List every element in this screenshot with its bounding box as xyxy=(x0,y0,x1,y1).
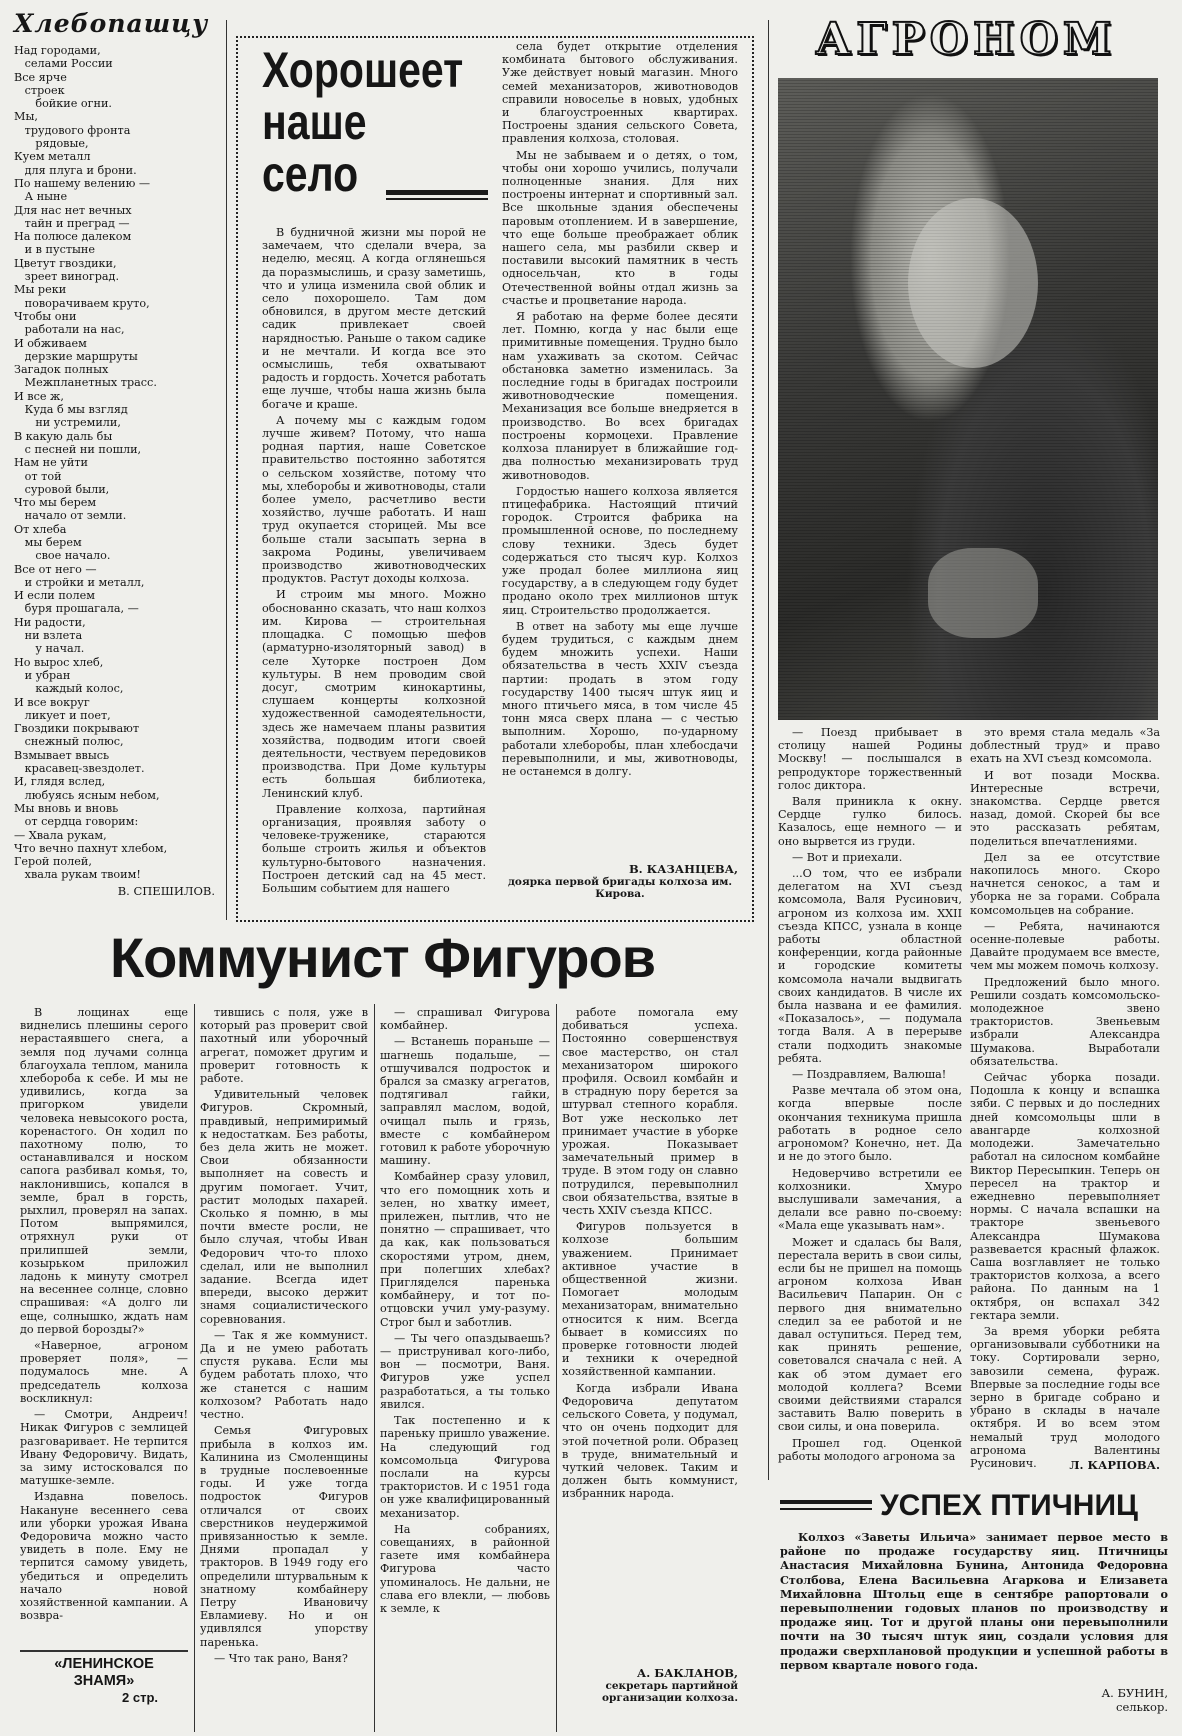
poultry-author: А. БУНИН, xyxy=(1101,1686,1168,1700)
paragraph: Правление колхоза, партийная организация, проявляя заботу о человеке-труженике, стараются больше строить жилья и объектов культурно-бытового назначения. Построен детский сад на 45 мест. Большим событием для нашего xyxy=(262,802,486,895)
masthead-rule xyxy=(20,1650,188,1652)
paragraph: Предложений было много. Решили создать комсомольско-молодежное звено трактористов. Звеньевым избрали Александра Шумакова. Выработали обязательства. xyxy=(970,975,1160,1068)
poem-line: бойкие огни. xyxy=(14,97,112,111)
village-author-title: доярка первой бригады колхоза им. Кирова. xyxy=(507,876,733,900)
paragraph: — Ребята, начинаются осенне-полевые работы. Давайте продумаем все вместе, чем мы можем помочь колхозу. xyxy=(970,919,1160,973)
paragraph: «Наверное, агроном проверяет поля», — подумалось мне. А председатель колхоза воскликнул: xyxy=(20,1339,188,1405)
figurov-column-4 xyxy=(562,1006,738,1654)
poem-line: трудового фронта xyxy=(14,123,131,137)
photo-hand xyxy=(928,548,1038,638)
village-headline-line-3: село xyxy=(262,146,359,202)
paragraph: Может и сдалась бы Валя, перестала верить в свои силы, если бы не пришел на помощь агроном колхоза Иван Васильевич Папарин. Он с первого дня внимательно следил за ее работой и не давал оступиться. Перед тем, как принять решение, советовался сначала с ней. А как об этом думает его молодой коллега? Всеми своими действиями старался заставить Валю поверить в свои силы, и она поверила. xyxy=(778,1235,962,1434)
poem-line: суровой были, xyxy=(14,482,110,496)
figurov-author-title: секретарь партийной организации колхоза. xyxy=(602,1680,738,1704)
poem-line: ни устремили, xyxy=(14,416,121,430)
paragraph: — Ты чего опаздываешь? — приструнивал кого-либо, вон — посмотри, Ваня. Фигуров уже успел разработаться, а ты только явился. xyxy=(380,1331,550,1411)
paragraph: Семья Фигуровых прибыла в колхоз им. Калинина из Смоленщины в трудные послевоенные годы. И уже тогда подросток Фигуров отличался от своих сверстников неудержимой привязанностью к земле. Днями пропадал у тракторов. В 1949 году его определили штурвальным к знатному комбайнеру Петру Ивановичу Евламиеву. Но и он удивлялся упорству паренька. xyxy=(200,1424,368,1649)
poem-line: ни взлета xyxy=(14,629,83,643)
paragraph: это время стала медаль «За доблестный труд» и право ехать на XVI съезд комсомола. xyxy=(970,726,1160,766)
poem-line: и убран xyxy=(14,668,71,682)
masthead xyxy=(20,1656,188,1726)
masthead-name: «ЛЕНИНСКОЕ ЗНАМЯ» xyxy=(54,1656,154,1689)
poem-line: Все от него — xyxy=(14,562,97,576)
poultry-signature xyxy=(1040,1686,1168,1730)
paragraph: ...О том, что ее избрали делегатом на XVI съезд комсомола, Валя Русинович, агроном из колхоза им. XXII съезда КПСС, узнала в конце работы областной конференции, когда районные и городские комитеты комсомола начали выдвигать своих кандидатов. В числе их была названа и ее фамилия. «Показалось», — подумала тогда Валя. А в перерыве стали подходить знакомые ребята. xyxy=(778,867,962,1065)
poem-line: — Хвала рукам, xyxy=(14,828,107,842)
village-headline-line-1: Хорошеет xyxy=(262,42,464,98)
poem-line: Цветут гвоздики, xyxy=(14,256,117,270)
poem-title: Хлебопашцу xyxy=(14,9,209,38)
paragraph: И вот позади Москва. Интересные встречи, знакомства. Сердце рвется назад, домой. Скорей бы все это рассказать ребятам, поделиться впечатлениями. xyxy=(970,768,1160,848)
poem-line: По нашему велению — xyxy=(14,176,151,190)
poem-line: Над городами, xyxy=(14,44,101,57)
poem-line: Куем металл xyxy=(14,150,91,164)
poem-line: И если полем xyxy=(14,589,95,603)
poem-block xyxy=(14,10,219,935)
figurov-divider-3 xyxy=(556,1004,557,1732)
poem-line: Ни радости, xyxy=(14,615,86,629)
poem-line: поворачиваем круто, xyxy=(14,296,150,310)
paragraph: — Поздравляем, Валюша! xyxy=(792,1068,947,1082)
poem-line: свое начало. xyxy=(14,549,111,563)
paragraph: — Что так рано, Ваня? xyxy=(214,1651,348,1665)
poem-author: В. СПЕШИЛОВ. xyxy=(117,883,215,898)
poem-line: рядовые, xyxy=(14,137,89,151)
poem-line: селами России xyxy=(14,57,113,71)
poem-line: любуясь ясным небом, xyxy=(14,788,160,802)
poem-line: Герой полей, xyxy=(14,855,92,869)
poem-line: от сердца говорим: xyxy=(14,815,139,829)
poem-line: для плуга и брони. xyxy=(14,163,137,177)
figurov-divider-2 xyxy=(374,1004,375,1732)
village-signature xyxy=(502,858,738,908)
agronom-photo xyxy=(778,78,1158,720)
paragraph: И строим мы много. Можно обоснованно сказать, что наш колхоз им. Кирова — строительная площадка. С помощью шефов (арматурно-изоляторный завод) в селе Хуторке построен Дом культуры. В нем проводим свой досуг, смотрим кинокартины, слушаем концерты колхозной художественной самодеятельности, здесь же намечаем планы развития хозяйства, подводим итоги своей деятельности, чествуем передовиков производства. При Доме культуры есть большая библиотека, Ленинский клуб. xyxy=(262,588,486,800)
paragraph: Фигуров пользуется в колхозе большим уважением. Принимает активное участие в общественной жизни. Помогает молодым механизаторам, внимательно относится к ним. Всегда бывает в комиссиях по проверке готовности людей и техники к очередной хозяйственной кампании. xyxy=(562,1220,738,1379)
figurov-headline: Коммунист Фигуров xyxy=(110,926,656,989)
poem-line: строек xyxy=(14,83,65,97)
figurov-column-1 xyxy=(20,1006,188,1646)
village-author: В. КАЗАНЦЕВА, xyxy=(628,862,738,876)
paragraph: — Поезд прибывает в столицу нашей Родины Москву! — послышался в репродукторе торжественный голос диктора. xyxy=(778,726,962,792)
poem-line: красавец-звездолет. xyxy=(14,762,145,776)
paragraph: В лощинах еще виднелись плешины серого нерастаявшего снега, а земля под лучами солнца благоухала теплом, манила хлебороба к себе. И мы не удивились, когда за пригорком увидели человека невысокого роста, коренастого. Он ходил по пахотному полю, то останавливался и носком сапога разбивал комья, то, наклонившись, копался в земле, брал в горсть, рыхлил, проверял на запах. Потом выпрямился, отряхнул руки от прилипшей земли, козырьком приложил ладонь к минуту смотрел на весеннее солнце, словно спрашивая: «А долго ли еще, солнышко, ждать нам до первой борозды?» xyxy=(20,1006,188,1336)
paragraph: Я работаю на ферме более десяти лет. Помню, когда у нас были еще примитивные помещения. Трудно было нам ухаживать за скотом. Сейчас обстановка заметно изменилась. За последние годы в бригадах построили животноводческие помещения. Механизация все больше внедряется в производство. Во всех бригадах построены кормоцехи. Правление колхоза планирует в ближайшие год-два полностью механизировать труд животноводов. xyxy=(502,310,738,482)
paragraph: На собраниях, совещаниях, в районной газете имя комбайнера Фигурова часто упоминалось. Не дальни, не слава его влекли, — любовь к земле, к xyxy=(380,1522,550,1615)
poem-line: Мы, xyxy=(14,110,38,124)
paragraph: Когда избрали Ивана Федоровича депутатом сельского Совета, у подумал, что он очень подходит для этой почетной роли. Образец в труде, внимательный и чуткий человек. Таким и должен быть коммунист, избранник народа. xyxy=(562,1381,738,1501)
poultry-headline: УСПЕХ ПТИЧНИЦ xyxy=(880,1489,1138,1522)
paragraph: — Смотри, Андреич! Никак Фигуров с землицей разговаривает. Не терпится Ивану Федоровичу. Видать, за зиму истосковался по матушке-земле. xyxy=(20,1408,188,1488)
poem-line: Загадок полных xyxy=(14,363,109,377)
poem-line: каждый колос, xyxy=(14,682,124,696)
page-divider-agronom xyxy=(768,20,769,1480)
village-headline-rule-thin xyxy=(386,198,488,200)
poem-line: работали на нас, xyxy=(14,323,125,337)
photo-face xyxy=(908,198,1038,368)
paragraph: В будничной жизни мы порой не замечаем, что сделали вчера, за неделю, месяц. А когда оглянешься да поразмыслишь, и сразу заметишь, что и улица изменила свой облик и село похорошело. Там дом обновился, в другом месте детский садик привлекает своей нарядностью. Раньше о таком садике и не мечтали. И когда все это осмыслишь, тебя охватывают радость и гордость. Хочется работать еще лучше, чтобы наша жизнь была богаче и краше. xyxy=(262,226,486,411)
poem-line: зреет виноград. xyxy=(14,270,120,284)
poem-line: И обживаем xyxy=(14,336,87,350)
paragraph: Недоверчиво встретили ее колхозники. Хмуро выслушивали замечания, а делали все равно по-своему: «Мала еще указывать нам». xyxy=(778,1166,962,1233)
figurov-signature xyxy=(562,1662,738,1722)
poem-line: Гвоздики покрывают xyxy=(14,722,140,736)
paragraph: — спрашивал Фигурова комбайнер. xyxy=(380,1006,550,1033)
poem-line: тайн и преград — xyxy=(14,216,130,230)
poem-line: Межпланетных трасс. xyxy=(14,376,157,390)
poem-line: мы берем xyxy=(14,535,82,549)
agronom-column-1 xyxy=(778,726,962,1584)
paragraph: Комбайнер сразу уловил, что его помощник хоть и зелен, но хватку имеет, прилежен, пытлив, что не понятно — спрашивает, что да как, как пользоваться скоростями утром, днем, при полегших хлебах? Пригляделся паренька комбайнеру, и тот по-отцовски учил уму-разуму. Строг был и заботлив. xyxy=(380,1170,550,1329)
poem-line: с песней ни пошли, xyxy=(14,442,142,456)
poem-line: И, глядя вслед, xyxy=(14,775,106,789)
figurov-author: А. БАКЛАНОВ, xyxy=(636,1666,738,1680)
paragraph: — Встанешь пораньше — шагнешь подальше, — отшучивался подросток и брался за смазку агрегатов, подтягивал гайки, заправлял маслом, водой, очищал пыль и грязь, вместе с комбайнером готовил к работе уборочную машину. xyxy=(380,1035,550,1168)
paragraph: Удивительный человек Фигуров. Скромный, правдивый, непримиримый к недостаткам. Без работы, без дела жить не может. Свои обязанности выполняет на совесть и другим помогает. Учит, растит молодых пахарей. Сколько я помню, в мы почти вместе росли, не было случая, чтобы Иван Федорович что-то плохо сделал, или не выполнил задание. Всегда идет впереди, высоко держит знамя социалистического соревнования. xyxy=(200,1088,368,1326)
figurov-column-2 xyxy=(200,1006,368,1726)
figurov-column-3 xyxy=(380,1006,550,1726)
paragraph: В ответ на заботу мы еще лучше будем трудиться, с каждым днем будем множить успехи. Наши обязательства в честь XXIV съезда партии: продать в этом году государству 1400 тысяч штук яиц и много птичьего мяса, в том числе 45 тонн мяса сверх плана — с честью выполним. Хорошо, по-ударному работали хлеборобы, план хлебосдачи перевыполнили, и мы, животноводы, не останемся в долгу. xyxy=(502,619,738,778)
paragraph: тившись с поля, уже в который раз проверит свой пахотный или уборочный агрегат, поможет другим и проверит готовность к работе. xyxy=(200,1006,368,1086)
poem-line: А ныне xyxy=(14,190,68,204)
poem-line: дерзкие маршруты xyxy=(14,349,138,363)
agronom-author: Л. КАРПОВА. xyxy=(1069,1458,1160,1472)
poem-line: Все ярче xyxy=(14,70,67,84)
poem-line: И все ж, xyxy=(14,389,64,403)
poem-line: ликует и поет, xyxy=(14,708,111,722)
paragraph: Так постепенно и к пареньку пришло уважение. На следующий год комсомольца Фигурова послали на курсы трактористов. И с 1951 года он уже квалифицированный механизатор. xyxy=(380,1414,551,1520)
poem-line: Что вечно пахнут хлебом, xyxy=(14,841,168,855)
poem-line: Куда б мы взгляд xyxy=(14,403,128,417)
paragraph: Сейчас уборка позади. Подошла к концу и вспашка зяби. С первых и до последних дней комсомольцы шли в авангарде колхозной молодежи. Замечательно работал на силосном комбайне Виктор Пересыпкин. Теперь он пересел на трактор и ежедневно перевыполняет нормы. С начала вспашки на тракторе звеньевого Александра Шумакова развевается красный флажок. Саша возглавляет не только трактористов колхоза, а всего района. По данным на 1 октября, он вспахал 342 гектара земли. xyxy=(970,1071,1160,1322)
paragraph: Гордостью нашего колхоза является птицефабрика. Настоящий птичий городок. Строится фабрика на промышленной основе, по последнему слову техники. Здесь будет содержаться сто тысяч кур. Колхоз уже продал более миллиона яиц государству, а в следующем году будет продано около трех миллионов штук яиц. Строительство продолжается. xyxy=(502,484,738,617)
poem-line: буря прошагала, — xyxy=(14,602,139,616)
paragraph: Дел за ее отсутствие накопилось много. Скоро начнется сенокос, а там и уборка не за горами. Собрала комсомольцев на собрание. xyxy=(970,850,1160,917)
village-column-2 xyxy=(502,40,738,852)
poem-line: хвала рукам твоим! xyxy=(14,868,141,882)
page-divider-poem xyxy=(226,20,227,920)
poem-line: Мы реки xyxy=(14,283,67,297)
poem-line: Чтобы они xyxy=(14,309,77,323)
poem-line: начало от земли. xyxy=(14,509,127,523)
village-headline-rule-thick xyxy=(386,190,488,195)
poem-line: На полюсе далеком xyxy=(14,230,132,244)
poem-line: В какую даль бы xyxy=(14,429,113,443)
paragraph: Издавна повелось. Накануне весеннего сева или уборки урожая Ивана Федоровича можно часто увидеть в поле. Ему не терпится самому увидеть, убедиться и определить начало новой хозяйственной кампании. А возвра- xyxy=(20,1490,188,1623)
poem-line: снежный полюс, xyxy=(14,735,124,749)
agronom-headline: АГРОНОМ xyxy=(815,14,1117,65)
masthead-page: 2 стр. xyxy=(122,1690,158,1705)
paragraph: села будет открытие отделения комбината бытового обслуживания. Уже действует новый магазин. Много семей механизаторов, животноводов справили новоселье в новых, удобных и благоустроенных квартирах. Построены здания сельского Совета, правления колхоза, столовая. xyxy=(502,40,738,146)
poem-line: от той xyxy=(14,469,62,483)
poultry-author-title: селькор. xyxy=(1116,1700,1168,1714)
poem-line: От хлеба xyxy=(14,522,67,536)
paragraph: Разве мечтала об этом она, когда впервые после окончания техникума пришла работать в родное село агрономом? Конечно, нет. Да и не до этого было. xyxy=(778,1084,962,1164)
poultry-text: Колхоз «Заветы Ильича» занимает первое место в районе по продаже государству яиц. Птичницы Анастасия Михайловна Бунина, Антонида Федоровна Столбова, Елена Васильевна Агаркова и Елизавета Михайловна Штольц еще в сентябре рапортовали о перевыполнении годовых планов по производству и продаже яиц. Тот и другой планы они перевыполнили почти на 30 тысяч штук яиц, создали условия для продажи сверхплановой продукции и успешной работы в первом квартале нового года. xyxy=(780,1530,1168,1672)
poem-line: Взмывает ввысь xyxy=(14,748,110,762)
village-headline xyxy=(262,44,502,214)
poem-line: И все вокруг xyxy=(14,695,90,709)
paragraph: За время уборки ребята организовывали субботники на току. Сортировали зерно, завозили семена, фураж. Впервые за последние годы все зерно в бригаде собрано и убрано в склады в начале октября. И во всем этом немалый труд молодого агронома Валентины Русинович. xyxy=(970,1324,1160,1470)
paragraph: — Вот и приехали. xyxy=(792,850,903,864)
poem-line: Мы вновь и вновь xyxy=(14,801,119,815)
poem-line: и в пустыне xyxy=(14,243,96,257)
poultry-rule-2 xyxy=(780,1508,872,1510)
poem-line: и стройки и металл, xyxy=(14,575,145,589)
poem-line: у начал. xyxy=(14,642,85,656)
poem-line: Нам не уйти xyxy=(14,456,89,470)
paragraph: Мы не забываем и о детях, о том, чтобы они хорошо учились, получали полноценные знания. Для них построены интернат и спортивный зал. Все школьные здания обеспечены паровым отоплением. И в завершение, что еще больше преображает облик нашего села, мы разбили сквер и поставили высокий памятник в честь односельчан, кто в годы Отечественной войны отдал жизнь за счастье и процветание народа. xyxy=(502,148,738,307)
poem-line: Для нас нет вечных xyxy=(14,203,132,217)
poem-line: Что мы берем xyxy=(14,496,97,510)
paragraph: Прошел год. Оценкой работы молодого агронома за xyxy=(778,1436,962,1463)
paragraph: А почему мы с каждым годом лучше живем? Потому, что наша родная партия, наше Советское правительство постоянно заботятся о сельском хозяйстве, потому что мы, хлеборобы и животноводы, стали более умело, расчетливо вести хозяйство, лучше работать. И наш труд окупается сторицей. Мы все больше стали засыпать зерна в закрома Родины, увеличиваем производство животноводческих продуктов. Растут доходы колхоза. xyxy=(262,413,486,586)
poem-line: Но вырос хлеб, xyxy=(14,655,104,669)
paragraph: работе помогала ему добиваться успеха. Постоянно совершенствуя свое мастерство, он стал механизатором широкого профиля. Освоил комбайн и в страдную пору берется за штурвал степного корабля. Вот уже несколько лет принимает участие в уборке урожая. Показывает замечательный пример в труде. В этом году он славно потрудился, перевыполнил свои обязательства, взятые в честь XXIV съезда КПСС. xyxy=(562,1006,738,1218)
village-headline-line-2: наше xyxy=(262,94,367,150)
paragraph: — Так я же коммунист. Да и не умею работать спустя рукава. Если мы будем работать плохо, что же станется с нашим колхозом? Работать надо честно. xyxy=(200,1328,368,1422)
paragraph: Валя приникла к окну. Сердце гулко билось. Казалось, еще немного — и оно вырвется из груди. xyxy=(778,795,962,848)
poultry-rule-1 xyxy=(780,1500,872,1504)
figurov-divider-1 xyxy=(194,1004,195,1732)
village-column-1 xyxy=(262,226,486,916)
poem-body xyxy=(14,44,219,882)
